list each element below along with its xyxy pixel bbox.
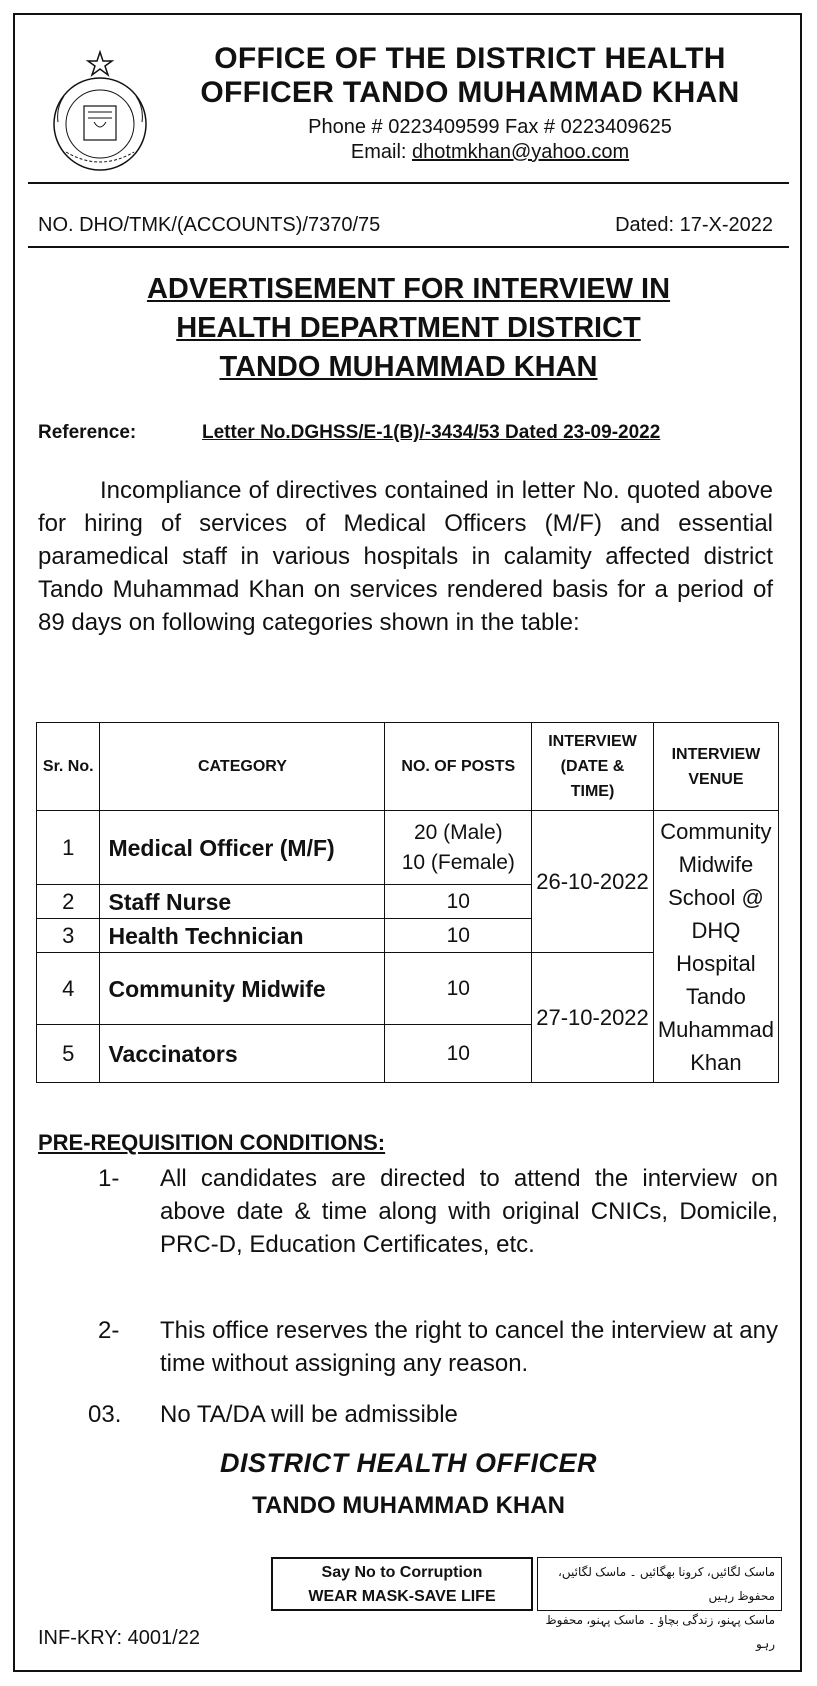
table-row: 4 Community Midwife 10 27-10-2022 (37, 953, 779, 1025)
body-paragraph: Incompliance of directives contained in letter No. quoted above for hiring of services of Medical Officers (M/F) and essential paramedical staff in various hospitals in calamity affected district Tando Muhammad Khan on services rendered basis for a period of 89 days on following categories shown in the table: (38, 477, 773, 636)
header-interview: INTERVIEW (DATE & TIME) (532, 723, 654, 811)
reference-text: Letter No.DGHSS/E-1(B)/-3434/53 Dated 23-09-2022 (202, 422, 661, 443)
interview-date-2: 27-10-2022 (532, 953, 654, 1083)
conditions-title: PRE-REQUISITION CONDITIONS: (38, 1130, 386, 1155)
table-row: 5 Vaccinators 10 (37, 1025, 779, 1083)
table-row: 3 Health Technician 10 (37, 919, 779, 953)
slogan-box: Say No to Corruption WEAR MASK-SAVE LIFE (271, 1557, 533, 1611)
signature-title: DISTRICT HEALTH OFFICER (220, 1448, 597, 1478)
condition-item: 1- All candidates are directed to attend the interview on above date & time along with original CNICs, Domicile, PRC-D, Education Certificates, etc. (98, 1165, 778, 1258)
interview-date-1: 26-10-2022 (532, 811, 654, 953)
header-sr: Sr. No. (37, 723, 100, 811)
condition-item: 03. No TA/DA will be admissible (88, 1401, 458, 1428)
signature-district: TANDO MUHAMMAD KHAN (252, 1492, 565, 1519)
letter-date: Dated: 17-X-2022 (615, 214, 773, 236)
posts-table (36, 722, 779, 1083)
table-row: 1 Medical Officer (M/F) 20 (Male) 10 (Female) 26-10-2022 Community Midwife School @ DHQ Hospital Tando Muhammad Khan (37, 811, 779, 885)
table-header-row (37, 723, 779, 811)
office-title: OFFICE OF THE DISTRICT HEALTH OFFICER TANDO MUHAMMAD KHAN (200, 42, 740, 109)
email-link[interactable]: dhotmkhan@yahoo.com (412, 141, 630, 163)
header-category: CATEGORY (100, 723, 385, 811)
advertisement-title: ADVERTISEMENT FOR INTERVIEW IN HEALTH DEPARTMENT DISTRICT TANDO MUHAMMAD KHAN (146, 273, 671, 383)
divider (28, 182, 789, 184)
letter-number: NO. DHO/TMK/(ACCOUNTS)/7370/75 (38, 214, 381, 236)
phone-fax: Phone # 0223409599 Fax # 0223409625 (308, 116, 672, 138)
header-venue: INTERVIEW VENUE (653, 723, 778, 811)
reference-label: Reference: (38, 422, 137, 443)
interview-venue: Community Midwife School @ DHQ Hospital Tando Muhammad Khan (653, 811, 778, 1083)
divider (28, 246, 789, 248)
sindh-government-seal-icon (36, 48, 164, 176)
inf-code: INF-KRY: 4001/22 (38, 1627, 200, 1649)
urdu-slogan-box: ماسک لگائیں، کرونا بھگائیں ۔ ماسک لگائیں، محفوظ رہیں ماسک پہنو، زندگی بچاؤ ۔ ماسک پہنو، محفوظ رہو (537, 1557, 782, 1611)
email-line: Email: dhotmkhan@yahoo.com (350, 141, 630, 163)
header-posts: NO. OF POSTS (385, 723, 532, 811)
table-row: 2 Staff Nurse 10 (37, 885, 779, 919)
condition-item: 2- This office reserves the right to cancel the interview at any time without assigning any reason. (98, 1317, 778, 1377)
